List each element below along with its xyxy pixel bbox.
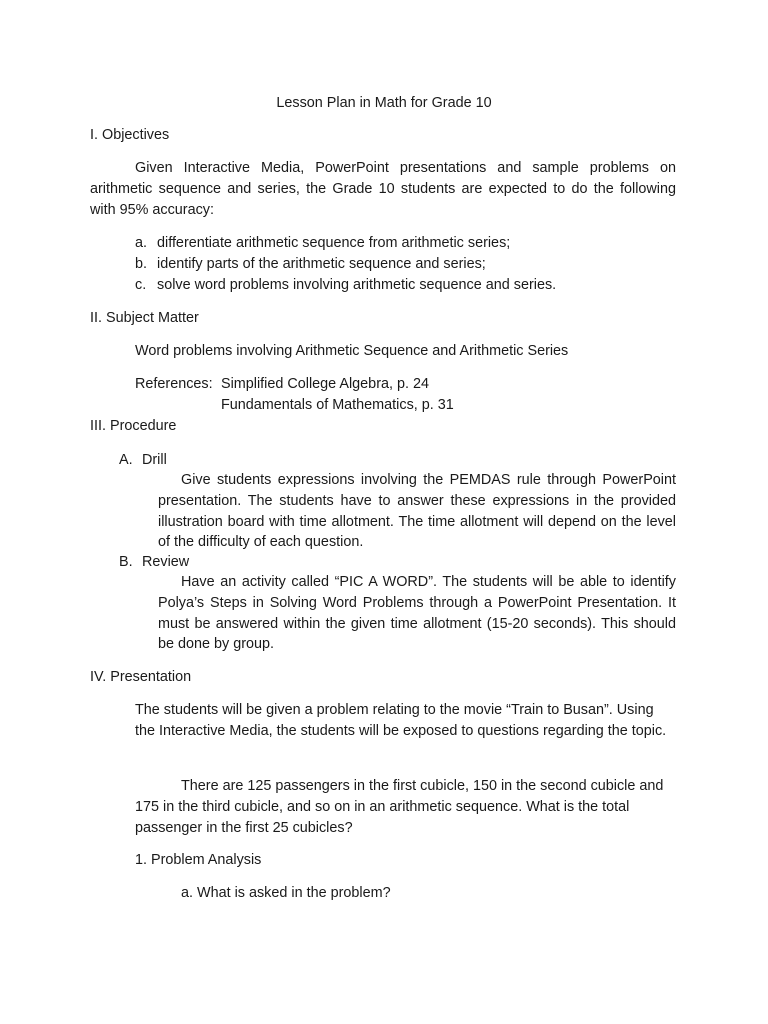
review-label: Review [142,554,190,570]
reference-item: Simplified College Algebra, p. 24 [221,376,429,392]
drill-text: Give students expressions involving the PEMDAS rule through PowerPoint presentation. The students have to answer these expressions in the provided illustration board with time allotment. The time allotment will depend on the level of the difficulty of each question. [158,472,676,551]
subject-topic: Word problems involving Arithmetic Sequence and Arithmetic Series [135,343,569,359]
procedure-heading: III. Procedure [90,418,177,434]
objective-text: solve word problems involving arithmetic sequence and series. [157,277,557,293]
list-marker: a. [135,235,148,251]
presentation-problem: There are 125 passengers in the first cubicle, 150 in the second cubicle and 175 in the third cubicle, and so on in an arithmetic sequence. What is the total passenger in the first 25 cubicles? [135,778,664,836]
objective-text: identify parts of the arithmetic sequence and series; [157,256,486,272]
drill-heading [119,450,167,471]
objective-item-a [135,233,510,254]
list-marker: c. [135,277,147,293]
objective-item-c [135,275,556,296]
objectives-intro: Given Interactive Media, PowerPoint presentations and sample problems on arithmetic sequence and series, the Grade 10 students are expected to do the following with 95% accuracy: [90,160,676,218]
reference-item: Fundamentals of Mathematics, p. 31 [221,397,454,413]
subject-matter-heading: II. Subject Matter [90,310,199,326]
review-heading [119,552,189,573]
objective-text: differentiate arithmetic sequence from arithmetic series; [157,235,511,251]
review-text: Have an activity called “PIC A WORD”. The students will be able to identify Polya’s Steps in Solving Word Problems through a PowerPoint Presentation. It must be answered within the given time allotment (15-20 seconds). This should be done by group. [158,574,676,653]
list-marker: b. [135,256,148,272]
objective-item-b [135,254,486,275]
list-marker: A. [119,452,133,468]
list-marker: B. [119,554,133,570]
problem-analysis-heading: 1. Problem Analysis [135,852,262,868]
drill-label: Drill [142,452,167,468]
objectives-heading: I. Objectives [90,127,170,143]
analysis-question-a: a. What is asked in the problem? [181,885,391,901]
document-title: Lesson Plan in Math for Grade 10 [276,95,492,111]
presentation-intro: The students will be given a problem relating to the movie “Train to Busan”. Using the Interactive Media, the students will be exposed to questions regarding the topic. [135,702,667,739]
presentation-heading: IV. Presentation [90,669,192,685]
references-label: References: [135,376,213,392]
